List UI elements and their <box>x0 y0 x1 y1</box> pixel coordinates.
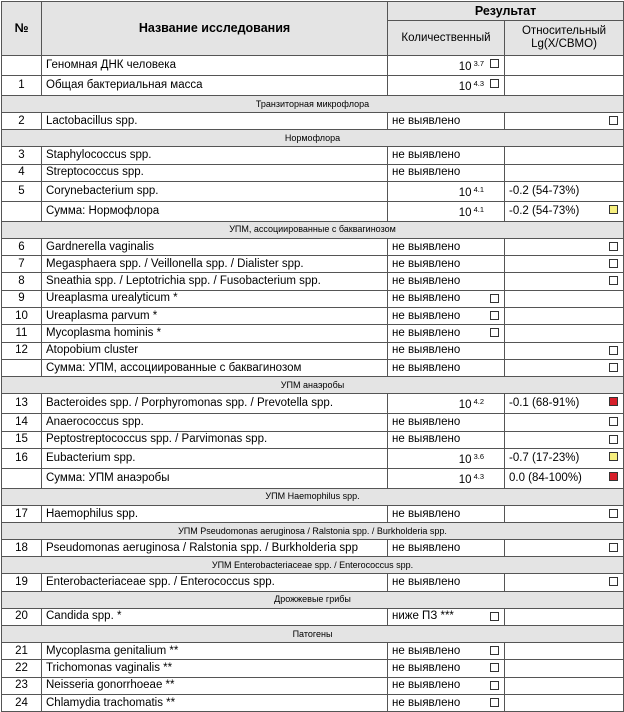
row-name: Atopobium cluster <box>42 342 388 359</box>
section-title: Транзиторная микрофлора <box>2 96 624 113</box>
row-number: 8 <box>2 273 42 290</box>
indicator-icon <box>609 577 618 586</box>
relative-cell <box>505 540 624 557</box>
results-table <box>1 1 624 712</box>
indicator-icon <box>609 346 618 355</box>
row-number <box>2 359 42 376</box>
row-number: 4 <box>2 164 42 181</box>
relative-cell <box>505 273 624 290</box>
table-row <box>2 147 624 164</box>
relative-cell <box>505 325 624 342</box>
indicator-icon <box>609 363 618 372</box>
relative-cell <box>505 56 624 76</box>
header-name: Название исследования <box>42 2 388 56</box>
row-name: Megasphaera spp. / Veillonella spp. / Dialister spp. <box>42 256 388 273</box>
row-number: 7 <box>2 256 42 273</box>
quantity-text: не выявлено <box>392 541 461 554</box>
quantity-text: ниже ПЗ *** <box>392 610 454 623</box>
row-number: 1 <box>2 76 42 96</box>
relative-cell <box>505 342 624 359</box>
section-row <box>2 523 624 540</box>
row-number: 17 <box>2 505 42 522</box>
quantity-text: не выявлено <box>392 576 461 589</box>
quantity-text: не выявлено <box>392 679 461 692</box>
table-row <box>2 394 624 414</box>
quantity-base: 10 <box>458 81 472 93</box>
relative-value: -0.2 (54-73%) <box>509 184 580 197</box>
section-title: УПМ Enterobacteriaceae spp. / Enterococcus spp. <box>2 557 624 574</box>
section-title: УПМ Haemophilus spp. <box>2 488 624 505</box>
quantitative-cell <box>388 694 505 711</box>
relative-cell <box>505 694 624 711</box>
quantity-text: не выявлено <box>392 361 461 374</box>
row-name: Trichomonas vaginalis ** <box>42 660 388 677</box>
quantitative-cell <box>388 414 505 431</box>
row-name: Streptococcus spp. <box>42 164 388 181</box>
checkbox-icon <box>490 328 499 337</box>
section-title: УПМ, ассоциированные с баквагинозом <box>2 221 624 238</box>
row-name: Ureaplasma parvum * <box>42 308 388 325</box>
relative-cell <box>505 256 624 273</box>
indicator-icon <box>609 276 618 285</box>
section-row <box>2 626 624 643</box>
table-row <box>2 414 624 431</box>
relative-cell <box>505 660 624 677</box>
relative-cell <box>505 448 624 468</box>
indicator-icon <box>609 543 618 552</box>
quantitative-cell <box>388 290 505 307</box>
relative-cell <box>505 76 624 96</box>
row-name: Eubacterium spp. <box>42 448 388 468</box>
quantity-text: не выявлено <box>392 309 461 322</box>
section-row <box>2 377 624 394</box>
table-row <box>2 113 624 130</box>
quantitative-cell <box>388 394 505 414</box>
quantitative-cell <box>388 238 505 255</box>
section-row <box>2 130 624 147</box>
row-number: 23 <box>2 677 42 694</box>
indicator-icon <box>609 472 618 481</box>
checkbox-icon <box>490 79 499 88</box>
quantitative-cell <box>388 201 505 221</box>
table-row <box>2 574 624 591</box>
relative-cell <box>505 238 624 255</box>
row-number: 22 <box>2 660 42 677</box>
relative-cell <box>505 643 624 660</box>
quantitative-cell <box>388 608 505 625</box>
row-name: Neisseria gonorrhoeae ** <box>42 677 388 694</box>
row-number: 5 <box>2 181 42 201</box>
row-number: 19 <box>2 574 42 591</box>
row-name: Gardnerella vaginalis <box>42 238 388 255</box>
quantitative-cell <box>388 164 505 181</box>
quantity-text: не выявлено <box>392 696 461 709</box>
relative-cell <box>505 201 624 221</box>
indicator-icon <box>609 509 618 518</box>
quantitative-cell <box>388 256 505 273</box>
relative-cell <box>505 468 624 488</box>
table-row <box>2 431 624 448</box>
table-row <box>2 238 624 255</box>
table-row <box>2 56 624 76</box>
quantity-base: 10 <box>458 206 472 219</box>
indicator-icon <box>609 435 618 444</box>
quantity-exponent: 4.2 <box>473 397 484 407</box>
quantitative-cell <box>388 359 505 376</box>
row-number <box>2 468 42 488</box>
row-name: Lactobacillus spp. <box>42 113 388 130</box>
table-row <box>2 290 624 307</box>
quantitative-cell <box>388 540 505 557</box>
table-row <box>2 325 624 342</box>
row-name: Enterobacteriaceae spp. / Enterococcus spp. <box>42 574 388 591</box>
table-row <box>2 76 624 96</box>
quantitative-cell <box>388 643 505 660</box>
quantitative-cell <box>388 448 505 468</box>
quantitative-cell <box>388 181 505 201</box>
indicator-icon <box>609 452 618 461</box>
row-name: Haemophilus spp. <box>42 505 388 522</box>
quantity-text: не выявлено <box>392 644 461 657</box>
table-row <box>2 660 624 677</box>
table-row <box>2 677 624 694</box>
table-row <box>2 359 624 376</box>
quantity-exponent: 4.3 <box>473 79 484 88</box>
relative-value: -0.2 (54-73%) <box>509 204 580 217</box>
quantity-text: не выявлено <box>392 415 461 428</box>
quantitative-cell <box>388 56 505 76</box>
relative-cell <box>505 147 624 164</box>
row-number <box>2 201 42 221</box>
table-row <box>2 164 624 181</box>
section-row <box>2 557 624 574</box>
relative-cell <box>505 431 624 448</box>
row-name: Anaerococcus spp. <box>42 414 388 431</box>
indicator-icon <box>609 259 618 268</box>
table-row <box>2 201 624 221</box>
quantity-exponent: 4.1 <box>473 184 484 194</box>
row-name: Сумма: Нормофлора <box>42 201 388 221</box>
quantity-text: не выявлено <box>392 292 461 305</box>
section-title: Патогены <box>2 626 624 643</box>
row-name: Сумма: УПМ анаэробы <box>42 468 388 488</box>
relative-value: -0.1 (68-91%) <box>509 397 580 410</box>
relative-cell <box>505 113 624 130</box>
table-row <box>2 308 624 325</box>
relative-cell <box>505 290 624 307</box>
table-row <box>2 608 624 625</box>
row-number: 10 <box>2 308 42 325</box>
row-number: 13 <box>2 394 42 414</box>
table-row <box>2 273 624 290</box>
row-name: Pseudomonas aeruginosa / Ralstonia spp. / Burkholderia spp <box>42 540 388 557</box>
row-number: 2 <box>2 113 42 130</box>
quantity-text: не выявлено <box>392 114 461 127</box>
relative-cell <box>505 574 624 591</box>
row-number: 21 <box>2 643 42 660</box>
quantitative-cell <box>388 76 505 96</box>
header-quantitative: Количественный <box>388 21 505 56</box>
row-name: Sneathia spp. / Leptotrichia spp. / Fusobacterium spp. <box>42 273 388 290</box>
row-number: 24 <box>2 694 42 711</box>
quantity-text: не выявлено <box>392 344 461 357</box>
checkbox-icon <box>490 698 499 707</box>
table-row <box>2 540 624 557</box>
quantity-base: 10 <box>458 61 472 73</box>
relative-cell <box>505 308 624 325</box>
checkbox-icon <box>490 294 499 303</box>
relative-cell <box>505 164 624 181</box>
row-name: Corynebacterium spp. <box>42 181 388 201</box>
relative-cell <box>505 505 624 522</box>
row-number: 12 <box>2 342 42 359</box>
quantity-text: не выявлено <box>392 275 461 288</box>
row-name: Staphylococcus spp. <box>42 147 388 164</box>
row-name: Ureaplasma urealyticum * <box>42 290 388 307</box>
table-row <box>2 505 624 522</box>
checkbox-icon <box>490 663 499 672</box>
table-row <box>2 643 624 660</box>
table-row <box>2 256 624 273</box>
quantity-text: не выявлено <box>392 240 461 253</box>
quantitative-cell <box>388 660 505 677</box>
quantitative-cell <box>388 273 505 290</box>
quantity-text: не выявлено <box>392 507 461 520</box>
indicator-icon <box>609 242 618 251</box>
row-number: 15 <box>2 431 42 448</box>
row-number: 16 <box>2 448 42 468</box>
row-name: Геномная ДНК человека <box>42 56 388 76</box>
quantitative-cell <box>388 677 505 694</box>
quantity-base: 10 <box>458 186 472 199</box>
checkbox-icon <box>490 59 499 68</box>
table-row <box>2 181 624 201</box>
quantity-text: не выявлено <box>392 433 461 446</box>
section-row <box>2 221 624 238</box>
quantity-text: не выявлено <box>392 661 461 674</box>
section-title: УПМ анаэробы <box>2 377 624 394</box>
row-number: 6 <box>2 238 42 255</box>
quantity-exponent: 3.7 <box>473 59 484 68</box>
row-number <box>2 56 42 76</box>
quantity-exponent: 4.3 <box>473 471 484 481</box>
quantity-text: не выявлено <box>392 166 461 179</box>
header-result: Результат <box>388 2 624 21</box>
indicator-icon <box>609 417 618 426</box>
row-name: Bacteroides spp. / Porphyromonas spp. / Prevotella spp. <box>42 394 388 414</box>
quantitative-cell <box>388 325 505 342</box>
row-name: Chlamydia trachomatis ** <box>42 694 388 711</box>
section-title: Нормофлора <box>2 130 624 147</box>
row-number: 11 <box>2 325 42 342</box>
quantitative-cell <box>388 505 505 522</box>
table-header-row <box>2 2 624 21</box>
checkbox-icon <box>490 311 499 320</box>
indicator-icon <box>609 205 618 214</box>
table-row <box>2 468 624 488</box>
checkbox-icon <box>490 612 499 621</box>
quantitative-cell <box>388 468 505 488</box>
relative-cell <box>505 608 624 625</box>
row-number: 14 <box>2 414 42 431</box>
row-name: Mycoplasma hominis * <box>42 325 388 342</box>
row-name: Mycoplasma genitalium ** <box>42 643 388 660</box>
relative-cell <box>505 181 624 201</box>
table-row <box>2 342 624 359</box>
quantity-text: не выявлено <box>392 257 461 270</box>
relative-cell <box>505 394 624 414</box>
row-number: 20 <box>2 608 42 625</box>
row-number: 3 <box>2 147 42 164</box>
row-name: Сумма: УПМ, ассоциированные с баквагинозом <box>42 359 388 376</box>
quantitative-cell <box>388 113 505 130</box>
row-name: Общая бактериальная масса <box>42 76 388 96</box>
relative-value: 0.0 (84-100%) <box>509 471 582 484</box>
relative-cell <box>505 677 624 694</box>
quantity-base: 10 <box>458 399 472 412</box>
quantitative-cell <box>388 574 505 591</box>
section-title: Дрожжевые грибы <box>2 591 624 608</box>
section-row <box>2 591 624 608</box>
section-row <box>2 488 624 505</box>
quantity-text: не выявлено <box>392 148 461 161</box>
row-name: Candida spp. * <box>42 608 388 625</box>
quantitative-cell <box>388 342 505 359</box>
quantity-text: не выявлено <box>392 327 461 340</box>
quantity-exponent: 4.1 <box>473 204 484 214</box>
table-row <box>2 448 624 468</box>
section-title: УПМ Pseudomonas aeruginosa / Ralstonia spp. / Burkholderia spp. <box>2 523 624 540</box>
quantitative-cell <box>388 147 505 164</box>
row-number: 18 <box>2 540 42 557</box>
quantity-base: 10 <box>458 473 472 486</box>
row-name: Peptostreptococcus spp. / Parvimonas spp. <box>42 431 388 448</box>
relative-value: -0.7 (17-23%) <box>509 451 580 464</box>
quantity-exponent: 3.6 <box>473 451 484 461</box>
header-relative: Относительный Lg(X/СВМО) <box>505 21 624 56</box>
quantity-base: 10 <box>458 453 472 466</box>
quantitative-cell <box>388 431 505 448</box>
section-row <box>2 96 624 113</box>
quantitative-cell <box>388 308 505 325</box>
indicator-icon <box>609 397 618 406</box>
table-row <box>2 694 624 711</box>
row-number: 9 <box>2 290 42 307</box>
header-number: № <box>2 2 42 56</box>
indicator-icon <box>609 116 618 125</box>
checkbox-icon <box>490 646 499 655</box>
relative-cell <box>505 359 624 376</box>
checkbox-icon <box>490 681 499 690</box>
relative-cell <box>505 414 624 431</box>
